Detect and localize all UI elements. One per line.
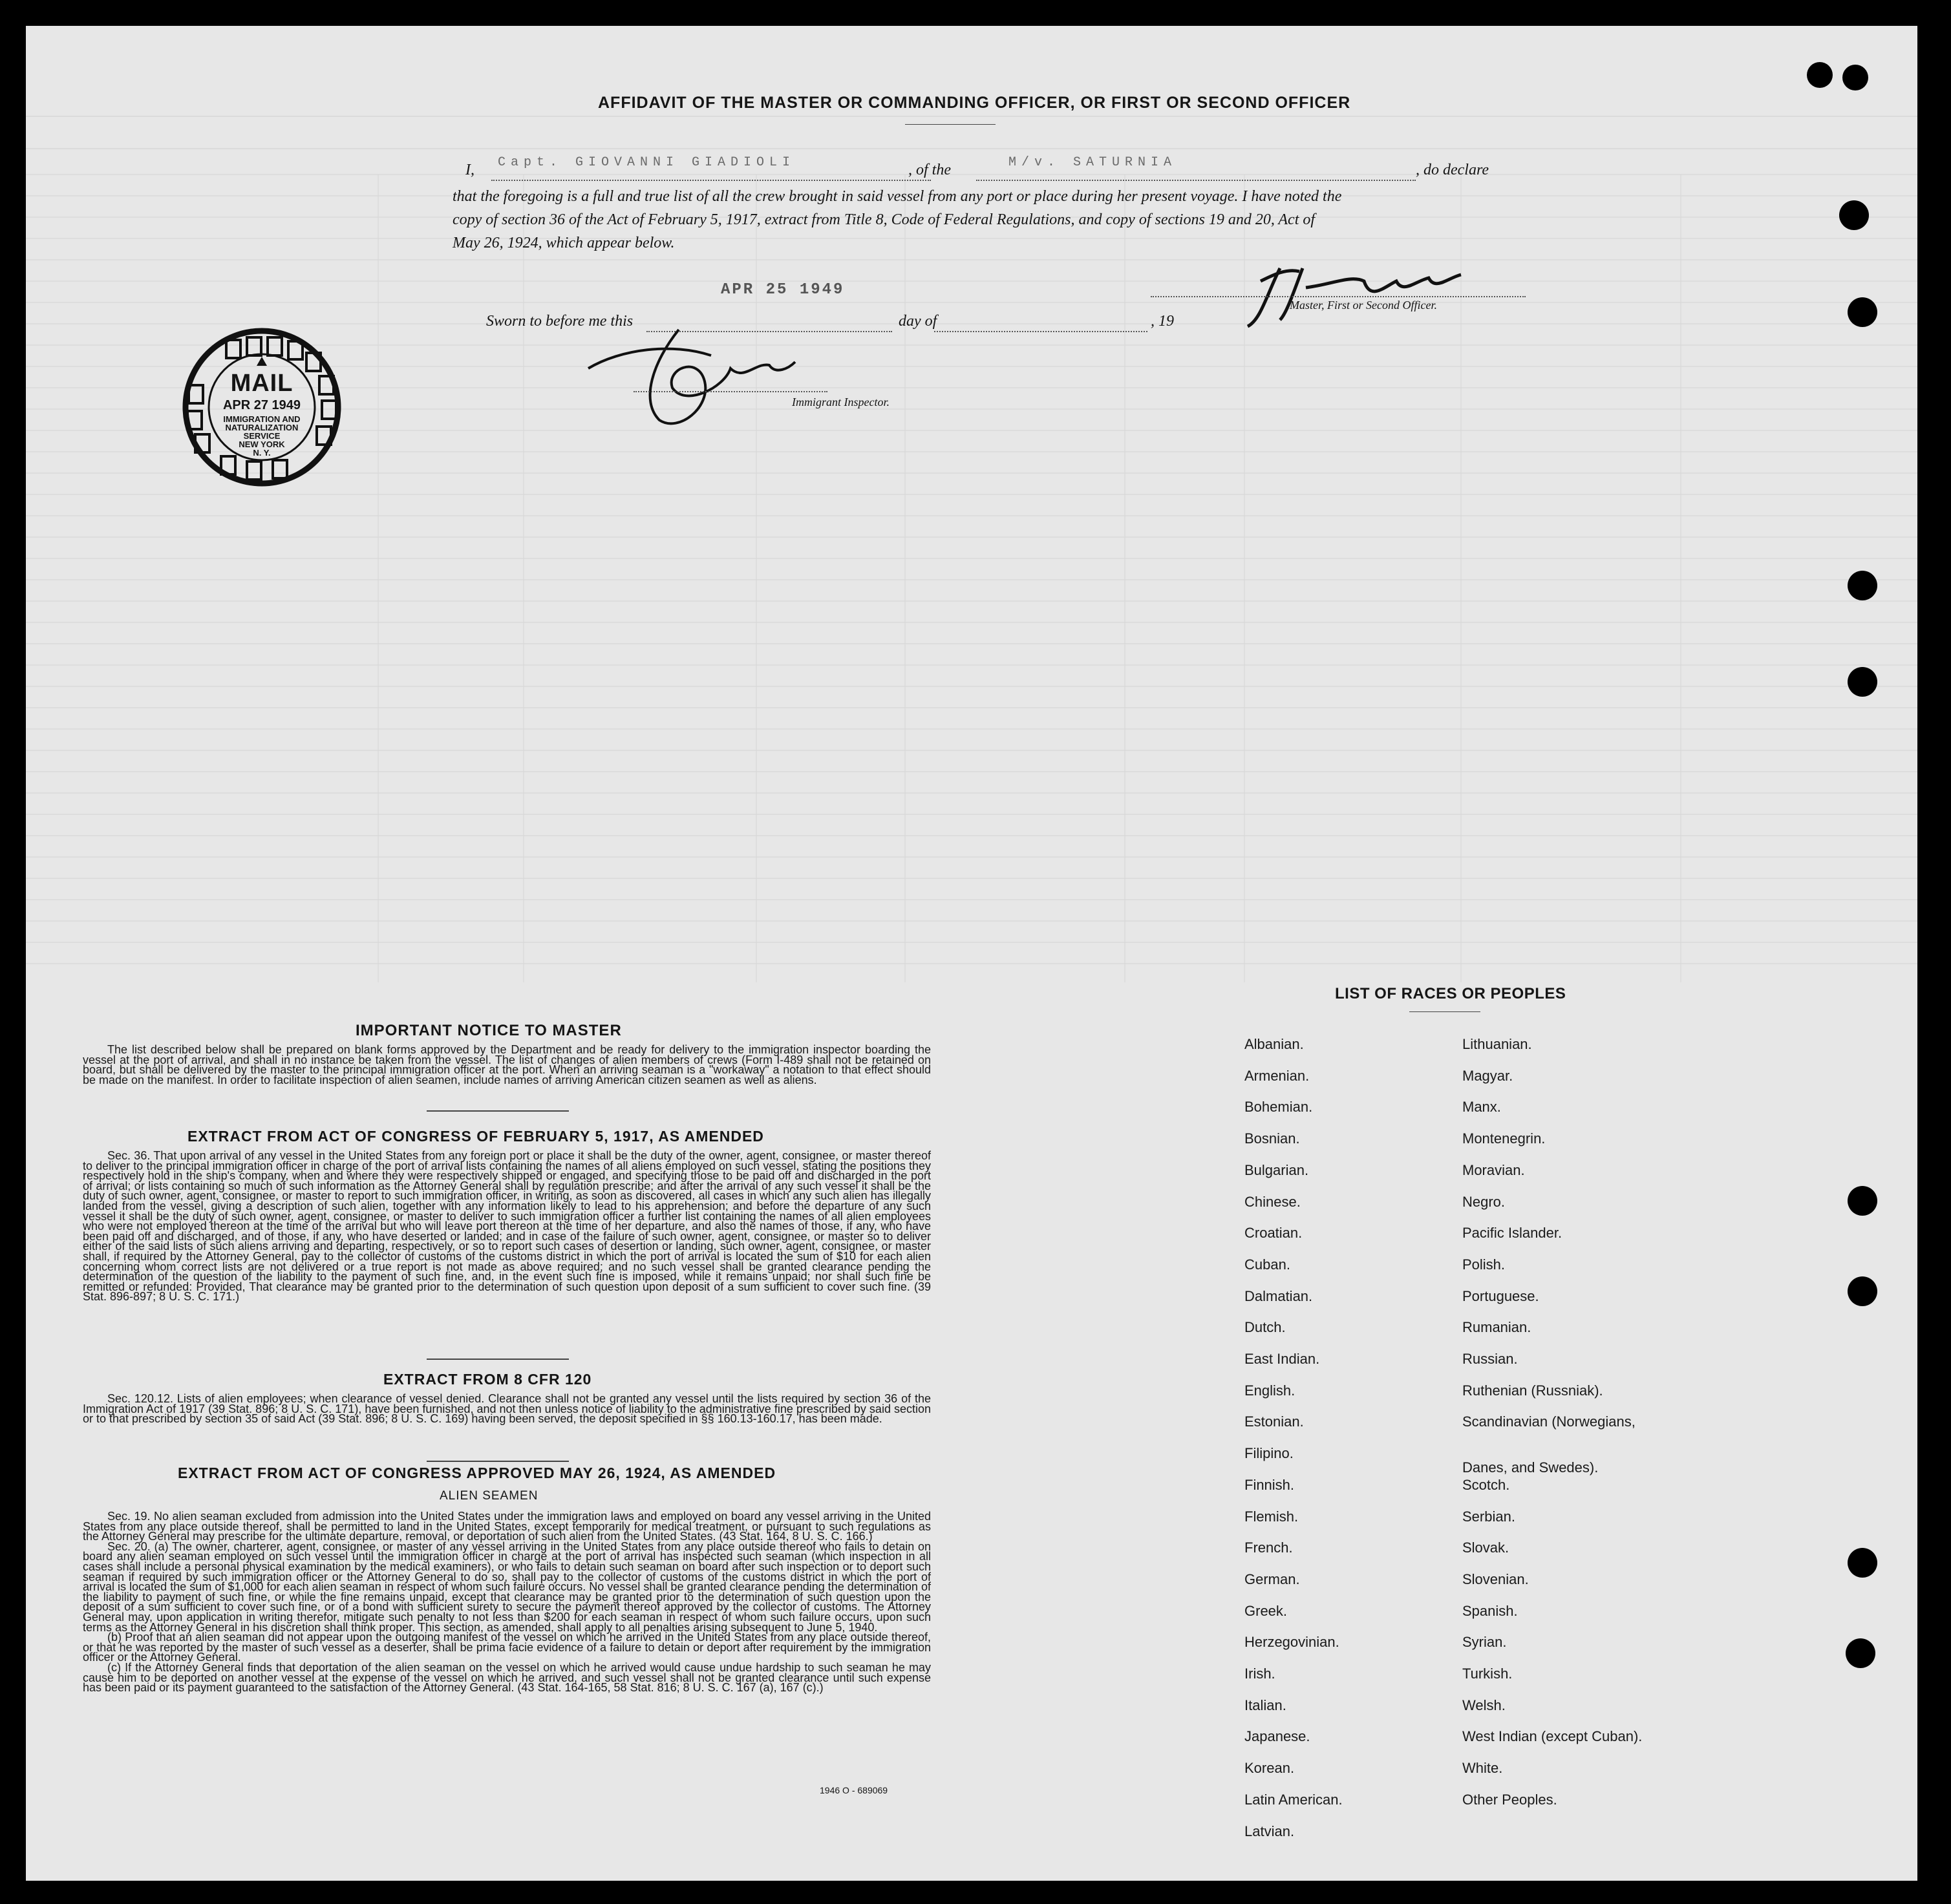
race-item: Slovenian. xyxy=(1462,1571,1529,1587)
extract-1924-body xyxy=(83,1512,931,1693)
section-rule xyxy=(427,1461,569,1462)
races-title: LIST OF RACES OR PEOPLES xyxy=(1335,985,1566,1002)
punch-hole xyxy=(1842,65,1868,90)
stamp-agency xyxy=(206,415,318,457)
extract-cfr-paragraph: Sec. 120.12. Lists of alien employees; when clearance of vessel denied. Clearance shall not be granted any vessel until the lists required by section 36 of the Immigration Act of 1917 (39 Stat. 896; 8 U. S. C. 171), have been furnished, and not then unless notice of liability to the administrative fine prescribed by said section or to that prescribed by section 35 of said Act (39 Stat. 896; 8 U. S. C. 169) having been served, the deposit specified in §§ 160.13-160.17, has been made. xyxy=(83,1392,931,1426)
extract-1924-title: EXTRACT FROM ACT OF CONGRESS APPROVED MAY 26, 1924, AS AMENDED xyxy=(178,1465,776,1481)
race-item: West Indian (except Cuban). xyxy=(1462,1728,1643,1745)
mail-stamp xyxy=(169,323,354,491)
extract-1924-paragraph: Sec. 20. (a) The owner, charterer, agent, consignee, or master of any vessel arriving in the United States from any place outside thereof who fails to detain on board any alien seaman employed on such vessel until the immigration officer in charge at the port of arrival has inspected such seaman (which inspection in all cases shall include a personal physical examination by the medical examiners), or who fails to detain such seaman on board after such inspection or to deport such seaman if required by such immigration officer or the Attorney General to do so, shall pay to the collector of customs of the customs district in which the port of arrival is located the sum of $1,000 for each alien seaman in respect of whom such failure occurs. No vessel shall be granted clearance pending the determination of the liability to payment of such fine, or while the fine remains unpaid, except that clearance may be granted prior to the determination of such question upon the deposit of a sum sufficient to cover such fine, or of a bond with sufficient surety to secure the payment thereof approved by the collector of customs. The Attorney General may, upon application in writing therefor, mitigate such penalty to not less than $200 for each seaman in respect of whom such failure occurs, upon such terms as the Attorney General in his discretion shall think proper. This section, as amended, shall apply to all penalties arising subsequent to June 5, 1940. xyxy=(83,1539,931,1634)
extract-1924-subtitle: ALIEN SEAMEN xyxy=(440,1489,538,1503)
race-item: Manx. xyxy=(1462,1099,1501,1116)
race-item: English. xyxy=(1244,1382,1295,1399)
officer-name-line xyxy=(491,180,931,181)
race-item: Moravian. xyxy=(1462,1161,1525,1178)
stamp-line: NATURALIZATION xyxy=(225,423,299,432)
of-the-label: , of the xyxy=(908,162,951,178)
stamp-line: IMMIGRATION AND xyxy=(223,414,301,424)
affidavit-title: AFFIDAVIT OF THE MASTER OR COMMANDING OFFICER, OR FIRST OR SECOND OFFICER xyxy=(598,94,1351,112)
notice-paragraph: The list described below shall be prepared on blank forms approved by the Department and be ready for delivery to the immigration inspector boarding the vessel at the port of arrival, and shall in no instance be taken from the vessel. The list of changes of alien members of crews (Form I-489 shall not be retained on board, but shall be delivered by the master to the principal immigration officer at the port. When an arriving seaman is a "workaway" a notation to that effect should be made on the manifest. In order to facilitate inspection of alien seamen, include names of arriving American citizen seamen as well as aliens. xyxy=(83,1043,931,1086)
document-page xyxy=(26,26,1917,1881)
punch-hole xyxy=(1839,200,1869,230)
race-item: Japanese. xyxy=(1244,1728,1310,1745)
race-item: Armenian. xyxy=(1244,1067,1310,1084)
notice-body xyxy=(83,1045,931,1085)
do-declare-label: , do declare xyxy=(1416,162,1489,178)
race-item: Greek. xyxy=(1244,1602,1288,1619)
race-item: Montenegrin. xyxy=(1462,1130,1546,1147)
declaration-text xyxy=(453,185,1526,255)
race-item: Pacific Islander. xyxy=(1462,1225,1562,1242)
day-of-label: day of xyxy=(899,313,937,330)
inspector-signature xyxy=(582,310,827,439)
officer-sig-line xyxy=(1151,296,1526,297)
title-rule xyxy=(905,124,996,125)
race-item: Russian. xyxy=(1462,1351,1518,1367)
race-item: Scandinavian (Norwegians, xyxy=(1462,1413,1636,1430)
declaration-line: May 26, 1924, which appear below. xyxy=(453,235,675,251)
inspector-caption: Immigrant Inspector. xyxy=(792,396,890,408)
punch-hole xyxy=(1848,1186,1877,1216)
extract-cfr-body xyxy=(83,1394,931,1424)
races-title-rule xyxy=(1409,1011,1480,1012)
race-item: Portuguese. xyxy=(1462,1287,1539,1304)
punch-hole xyxy=(1848,1548,1877,1578)
race-item: Korean. xyxy=(1244,1760,1295,1777)
race-item: Italian. xyxy=(1244,1697,1286,1713)
race-item: Scotch. xyxy=(1462,1476,1510,1493)
race-item: Albanian. xyxy=(1244,1036,1304,1052)
race-item: Danes, and Swedes). xyxy=(1462,1459,1599,1476)
race-item: Bosnian. xyxy=(1244,1130,1300,1147)
race-item: White. xyxy=(1462,1760,1503,1777)
race-item: French. xyxy=(1244,1539,1293,1556)
race-item: Latvian. xyxy=(1244,1823,1295,1839)
race-item: Bulgarian. xyxy=(1244,1161,1309,1178)
notice-title: IMPORTANT NOTICE TO MASTER xyxy=(356,1022,622,1039)
vessel-name-line xyxy=(976,180,1416,181)
section-rule xyxy=(427,1110,569,1112)
punch-hole xyxy=(1846,1638,1875,1668)
race-item: Irish. xyxy=(1244,1666,1275,1682)
officer-signature xyxy=(1241,255,1500,333)
extract-1917-title: EXTRACT FROM ACT OF CONGRESS OF FEBRUARY 5, 1917, AS AMENDED xyxy=(187,1128,764,1145)
race-item: Syrian. xyxy=(1462,1634,1507,1651)
sworn-month-line xyxy=(934,331,1147,332)
race-item: Magyar. xyxy=(1462,1067,1513,1084)
race-item: Polish. xyxy=(1462,1256,1506,1273)
race-item: Slovak. xyxy=(1462,1539,1509,1556)
section-rule xyxy=(427,1359,569,1360)
extract-1917-paragraph: Sec. 36. That upon arrival of any vessel in the United States from any foreign port or place it shall be the duty of the owner, agent, consignee, or master thereof to deliver to the principal immigration officer in charge of the port of arrival lists containing the names of all aliens employed on such vessel, stating the positions they respectively hold in the ship's company, when and where they were respectively shipped or engaged, and specifying those to be paid off and discharged in the port of arrival; or lists containing so much of such information as the Attorney General shall by regulation prescribe; and after the arrival of any such vessel it shall be the duty of such owner, agent, consignee, or master to report to such immigration officer, in writing, as soon as discovered, all cases in which any such alien has illegally landed from the vessel, giving a description of such alien, together with any information likely to lead to his apprehension; and before the departure of any such vessel it shall be the duty of such owner, agent, consignee, or master to deliver to such immigration officer a further list containing the names of all alien employees who were not employed thereon at the time of the arrival but who will leave port thereon at the time of her departure, and also the names of those, if any, who have been paid off and discharged, and of those, if any, who have deserted or landed; and in case of the failure of such owner, agent, consignee, or master so to deliver either of the said lists of such aliens arriving and departing, respectively, or so to report such cases of desertion or landing, such owner, agent, consignee, or master shall, if required by the Attorney General, pay to the collector of customs of the customs district in which the port of arrival is located the sum of $10 for each alien concerning whom correct lists are not delivered or a true report is not made as above required; and no such vessel shall be granted clearance pending the determination of the question of the liability to the payment of such fine, and, in the event such fine is imposed, while it remains unpaid; nor shall such fine be remitted or refunded: Provided, That clearance may be granted prior to the determination of such question upon deposit of a sum sufficient to cover such fine. (39 Stat. 896-897; 8 U. S. C. 171.) xyxy=(83,1149,931,1304)
race-item: Latin American. xyxy=(1244,1791,1343,1808)
vessel-name: M/v. SATURNIA xyxy=(1008,155,1177,170)
race-item: Flemish. xyxy=(1244,1508,1299,1525)
race-item: Dalmatian. xyxy=(1244,1287,1313,1304)
extract-1924-paragraph: (c) If the Attorney General finds that deportation of the alien seaman on the vessel on which he arrived would cause undue hardship to such seaman he may cause him to be deported on another vessel at the expense of the vessel on which he arrived, and such vessel shall not be granted clearance until such expense has been paid or its payment guaranteed to the satisfaction of the Attorney General. (43 Stat. 164-165, 58 Stat. 816; 8 U. S. C. 167 (a), 167 (c).) xyxy=(83,1660,931,1695)
race-item: Estonian. xyxy=(1244,1413,1304,1430)
race-item: Serbian. xyxy=(1462,1508,1515,1525)
punch-hole xyxy=(1848,297,1877,327)
inspector-sig-line xyxy=(634,391,827,392)
extract-cfr-title: EXTRACT FROM 8 CFR 120 xyxy=(383,1371,592,1388)
punch-hole xyxy=(1848,571,1877,600)
race-item: Rumanian. xyxy=(1462,1319,1531,1336)
race-item: Ruthenian (Russniak). xyxy=(1462,1382,1603,1399)
race-item: Filipino. xyxy=(1244,1445,1294,1462)
race-item: Herzegovinian. xyxy=(1244,1634,1339,1651)
date-stamp: APR 25 1949 xyxy=(721,281,845,299)
race-item: Finnish. xyxy=(1244,1476,1295,1493)
year-label: , 19 xyxy=(1151,313,1174,330)
sworn-label: Sworn to before me this xyxy=(486,313,634,330)
officer-name: Capt. GIOVANNI GIADIOLI xyxy=(498,155,796,170)
race-item: Lithuanian. xyxy=(1462,1036,1532,1052)
race-item: East Indian. xyxy=(1244,1351,1320,1367)
race-item: Croatian. xyxy=(1244,1225,1303,1242)
race-item: German. xyxy=(1244,1571,1300,1587)
stamp-date: APR 27 1949 xyxy=(222,398,301,412)
race-item: Bohemian. xyxy=(1244,1099,1313,1116)
punch-hole xyxy=(1848,1276,1877,1306)
race-item: Other Peoples. xyxy=(1462,1791,1557,1808)
race-item: Chinese. xyxy=(1244,1193,1301,1210)
stamp-line: SERVICE xyxy=(243,431,281,441)
extract-1917-body xyxy=(83,1151,931,1302)
stamp-mail-word: MAIL xyxy=(230,370,293,397)
extract-1924-paragraph: (b) Proof that an alien seaman did not appear upon the outgoing manifest of the vessel on which he arrived in the United States from any place outside thereof, or that he was reported by the master of such vessel as a deserter, shall be prima facie evidence of a failure to detain or deport after requirement by the immigration officer or the Attorney General. xyxy=(83,1631,931,1664)
race-item: Turkish. xyxy=(1462,1666,1513,1682)
race-item: Negro. xyxy=(1462,1193,1506,1210)
stamp-line: N. Y. xyxy=(253,448,271,458)
race-item: Cuban. xyxy=(1244,1256,1290,1273)
extract-1924-paragraph: Sec. 19. No alien seaman excluded from admission into the United States under the immigration laws and employed on board any vessel arriving in the United States from any place outside thereof, shall be permitted to land in the United States, except temporarily for medical treatment, or pursuant to such regulations as the Attorney General may prescribe for the ultimate departure, removal, or deportation of such alien from the United States. (43 Stat. 164, 8 U. S. C. 166.) xyxy=(83,1510,931,1543)
print-code: 1946 O - 689069 xyxy=(820,1785,888,1795)
affidavit-i-label: I, xyxy=(465,162,474,178)
stamp-line: NEW YORK xyxy=(239,439,285,449)
race-item: Dutch. xyxy=(1244,1319,1286,1336)
punch-hole xyxy=(1807,62,1833,88)
race-item: Spanish. xyxy=(1462,1602,1518,1619)
declaration-line: that the foregoing is a full and true list of all the crew brought in said vessel from any port or place during her present voyage. I have noted the xyxy=(453,188,1342,205)
officer-sig-caption: Master, First or Second Officer. xyxy=(1290,299,1437,312)
punch-hole xyxy=(1848,667,1877,697)
race-item: Welsh. xyxy=(1462,1697,1506,1713)
declaration-line: copy of section 36 of the Act of February 5, 1917, extract from Title 8, Code of Federal Regulations, and copy of sections 19 and 20, Act of xyxy=(453,211,1316,228)
